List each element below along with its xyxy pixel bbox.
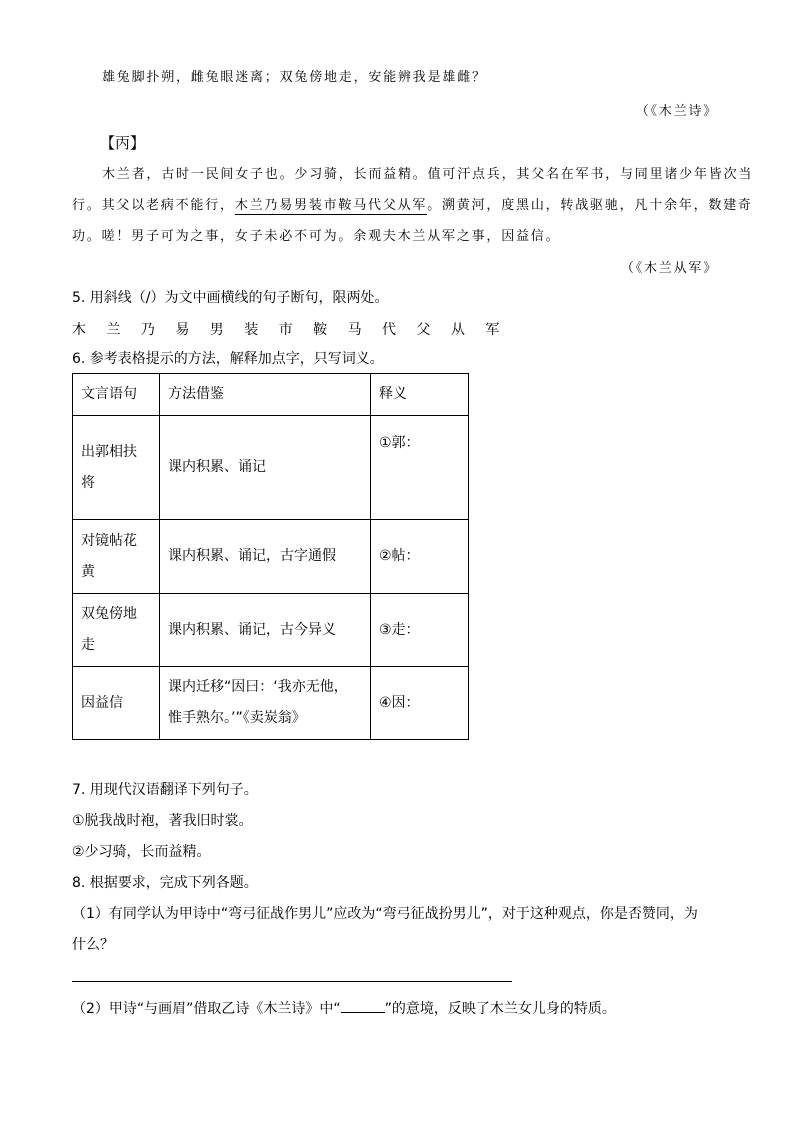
q7-title: 7. 用现代汉语翻译下列句子。 — [72, 782, 258, 798]
header-method: 方法借鉴 — [160, 374, 371, 416]
underlined-sentence: 木兰乃易男装市鞍马代父从军 — [234, 198, 428, 213]
table-header-row — [73, 374, 469, 416]
bing-line-1: 木兰者，古时一民间女子也。少习骑，长而益精。值可汗点兵，其父名在军书，与同里诸少年皆次当 — [102, 167, 754, 182]
q6-table — [72, 373, 469, 740]
q7-item-1: ①脱我战时袍，著我旧时裳。 — [72, 813, 253, 829]
row-method: 课内迁移“因曰：‘我亦无他， 惟手熟尔。’”《卖炭翁》 — [160, 667, 371, 740]
answer-line[interactable] — [72, 981, 512, 982]
q8-sub1-line2: 什么？ — [72, 937, 114, 953]
bing-line-2-start: 行。其父以老病不能行， — [72, 198, 235, 213]
row-sentence: 因益信 — [73, 667, 160, 740]
bing-line-2-end: 。溯黄河，度黑山，转战驱驰，凡十余年，数建奇 — [427, 198, 753, 213]
table-row — [73, 416, 469, 520]
poem-line: 雄兔脚扑朔，雌兔眼迷离；双兔傍地走，安能辨我是雄雌？ — [102, 70, 487, 85]
table-row — [73, 667, 469, 740]
section-heading-bing: 【丙】 — [100, 134, 146, 152]
header-sentence: 文言语句 — [73, 374, 160, 416]
row-method: 课内积累、诵记，古今异义 — [160, 594, 371, 667]
bing-source: （《木兰从军》 — [620, 261, 718, 276]
q6-title: 6. 参考表格提示的方法，解释加点字，只写词义。 — [72, 351, 384, 367]
q8-sub1-line1: （1）有同学认为甲诗中“弯弓征战作男儿”应改为“弯弓征战扮男儿”，对于这种观点，你是否赞同，为 — [72, 906, 698, 922]
q8-sub2: （2）甲诗“与画眉”借取乙诗《木兰诗》中“ ”的意境，反映了木兰女儿身的特质。 — [72, 1001, 616, 1017]
row-method: 课内积累、诵记，古字通假 — [160, 520, 371, 594]
row-method: 课内积累、诵记 — [160, 416, 371, 520]
q5-title: 5. 用斜线（/）为文中画横线的句子断句，限两处。 — [72, 290, 389, 306]
fill-blank[interactable] — [341, 1000, 385, 1013]
q5-sentence: 木 兰 乃 易 男 装 市 鞍 马 代 父 从 军 — [72, 322, 508, 338]
table-row — [73, 520, 469, 594]
row-sentence: 双兔傍地 走 — [73, 594, 160, 667]
header-meaning: 释义 — [371, 374, 469, 416]
q7-item-2: ②少习骑，长而益精。 — [72, 844, 211, 860]
row-sentence: 对镜帖花 黄 — [73, 520, 160, 594]
row-answer: ③走： — [371, 594, 469, 667]
bing-line-2 — [72, 194, 753, 213]
row-answer: ①郭： — [371, 416, 469, 520]
table-row — [73, 594, 469, 667]
row-answer: ④因： — [371, 667, 469, 740]
bing-line-3: 功。嗟！男子可为之事，女子未必不可为。余观夫木兰从军之事，因益信。 — [72, 229, 561, 244]
row-sentence: 出郭相扶 将 — [73, 416, 160, 520]
row-answer: ②帖： — [371, 520, 469, 594]
poem-source: （《木兰诗》 — [635, 104, 718, 119]
q8-title: 8. 根据要求，完成下列各题。 — [72, 875, 258, 891]
